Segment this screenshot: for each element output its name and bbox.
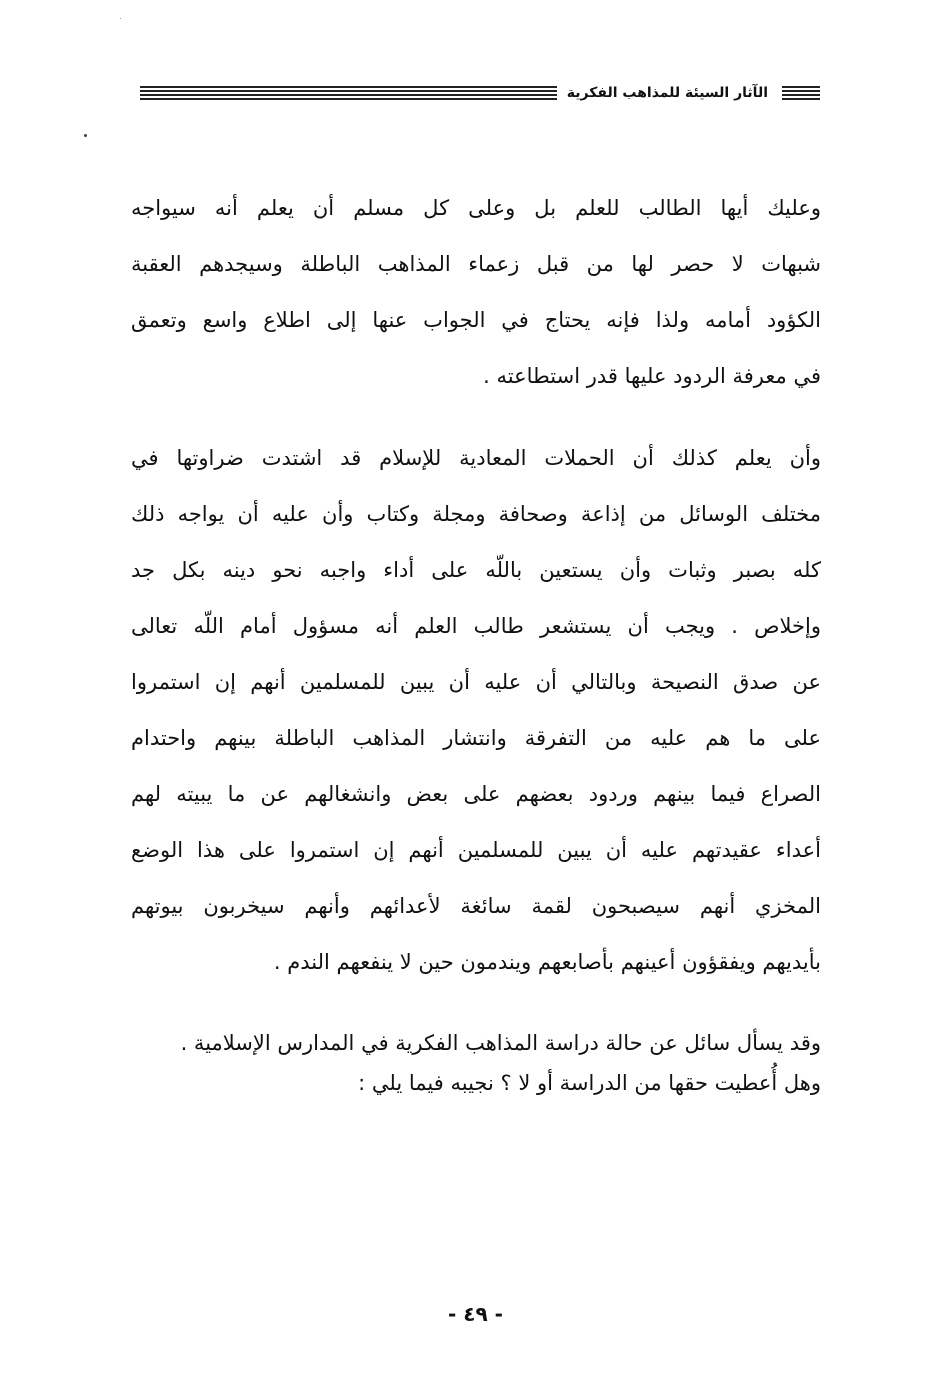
text-line: المخزي أنهم سيصبحون لقمة سائغة لأعدائهم وأنهم سيخربون بيوتهم: [131, 894, 821, 918]
running-header: [140, 80, 820, 106]
paragraph-2: [131, 430, 821, 990]
paragraph-1: [131, 180, 821, 404]
scan-speck: [120, 18, 121, 19]
paragraph-3: [131, 1023, 821, 1103]
text-line: وأن يعلم كذلك أن الحملات المعادية للإسلام قد اشتدت ضراوتها في: [131, 446, 821, 470]
text-line: أعداء عقيدتهم عليه أن يبين للمسلمين أنهم إن استمروا على هذا الوضع: [131, 838, 821, 862]
text-line: الصراع فيما بينهم وردود بعضهم على بعض وانشغالهم عن ما يبيته لهم: [131, 782, 821, 806]
header-title: الآثار السيئة للمذاهب الفكرية: [566, 85, 768, 101]
text-line: وإخلاص . ويجب أن يستشعر طالب العلم أنه مسؤول أمام اللّه تعالى: [131, 614, 821, 638]
text-line: كله بصبر وثبات وأن يستعين باللّه على أداء واجبه نحو دينه بكل جد: [131, 558, 821, 582]
text-line: عن صدق النصيحة وبالتالي أن عليه أن يبين للمسلمين أنهم إن استمروا: [131, 670, 821, 694]
text-line: على ما هم عليه من التفرقة وانتشار المذاهب الباطلة بينهم واحتدام: [131, 726, 821, 750]
text-line: الكؤود أمامه ولذا فإنه يحتاج في الجواب عنها إلى اطلاع واسع وتعمق: [131, 308, 821, 332]
text-line: وهل أُعطيت حقها من الدراسة أو لا ؟ نجيبه فيما يلي :: [358, 1071, 821, 1095]
text-line: مختلف الوسائل من إذاعة وصحافة ومجلة وكتاب وأن عليه أن يواجه ذلك: [131, 502, 821, 526]
header-rule-right-ornament: [782, 86, 820, 100]
text-line: في معرفة الردود عليها قدر استطاعته .: [483, 364, 821, 388]
text-line: وقد يسأل سائل عن حالة دراسة المذاهب الفكرية في المدارس الإسلامية .: [180, 1031, 821, 1055]
text-line: بأيديهم ويفقؤون أعينهم بأصابعهم ويندمون حين لا ينفعهم الندم .: [273, 950, 821, 974]
page-number: - ٤٩ -: [448, 1302, 503, 1326]
header-rule-long: [140, 86, 557, 100]
margin-mark: [84, 134, 87, 137]
text-line: شبهات لا حصر لها من قبل زعماء المذاهب الباطلة وسيجدهم العقبة: [131, 252, 821, 276]
text-line: وعليك أيها الطالب للعلم بل وعلى كل مسلم أن يعلم أنه سيواجه: [131, 196, 821, 220]
